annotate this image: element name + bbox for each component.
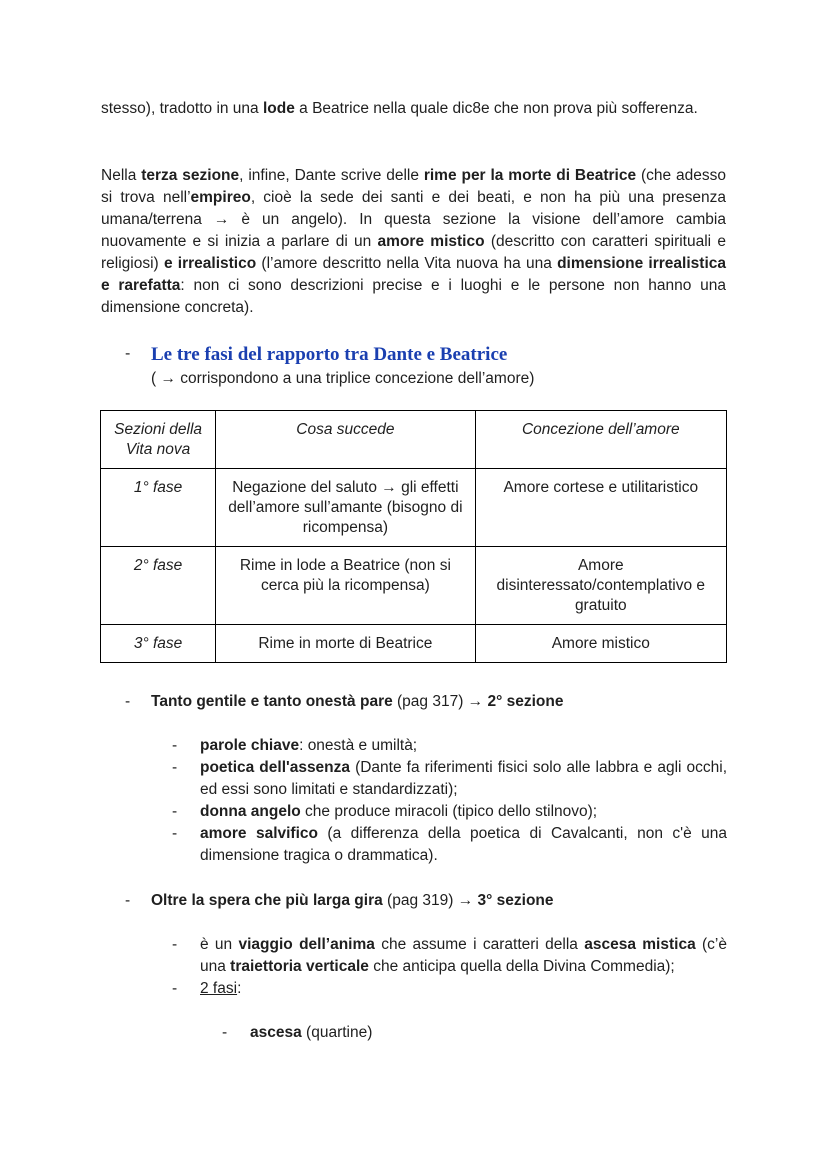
table-cell: 3° fase xyxy=(101,625,216,663)
list-dash: - xyxy=(125,345,131,362)
paragraph-lode xyxy=(101,98,726,120)
poem-title: Oltre la spera che più larga gira xyxy=(151,892,383,909)
text: (c’è una xyxy=(200,936,727,975)
list-dash: - xyxy=(125,892,131,909)
poem-title-line xyxy=(151,890,726,912)
list-item: - parole chiave: onestà e umiltà; xyxy=(172,737,418,754)
paragraph-terza-sezione xyxy=(101,165,726,319)
list-item: - poetica dell'assenza (Dante fa riferimenti fisici solo alle labbra e agli occhi, ed essi sono limitati e standardizzati); xyxy=(172,759,728,798)
text: (che adesso si trova nell’ xyxy=(101,167,726,206)
nested-item-text xyxy=(250,1022,372,1044)
bold-text: parole chiave xyxy=(200,737,300,754)
text: , cioè la sede dei santi e dei beati, e non ha più una presenza umana/terrena → è un angelo). In questa sezione la visione dell’amore cambia nuovamente e si inizia a parlare di un xyxy=(101,189,726,250)
page-ref: (pag 317) → xyxy=(392,693,488,710)
bold-text: rime per la morte di Beatrice xyxy=(423,167,637,184)
bold-text: lode xyxy=(262,100,295,117)
text: è un xyxy=(200,936,239,953)
bold-text: empireo xyxy=(190,189,251,206)
text: (quartine) xyxy=(301,1024,373,1041)
text: : xyxy=(237,980,242,997)
text: : non ci sono descrizioni precise e i luoghi e le persone non hanno una dimensione concreta). xyxy=(101,277,726,316)
text: a Beatrice nella quale dic8e che non prova più sofferenza. xyxy=(294,100,698,117)
poem2-notes-list xyxy=(172,934,727,1000)
list-item: - 2 fasi: xyxy=(172,980,242,997)
list-item: - amore salvifico (a differenza della poetica di Cavalcanti, non c'è una dimensione tragica o drammatica). xyxy=(172,825,728,864)
table-cell: 2° fase xyxy=(101,547,216,625)
bold-text: ascesa mistica xyxy=(584,936,696,953)
table-cell: Rime in lode a Beatrice (non si cerca più la ricompensa) xyxy=(216,547,475,625)
text: che assume i caratteri della xyxy=(374,936,585,953)
bold-text: traiettoria verticale xyxy=(230,958,369,975)
text: (a differenza della poetica di Cavalcanti, non c'è una dimensione tragica o drammatica). xyxy=(200,825,728,864)
bold-text: poetica dell'assenza xyxy=(200,759,351,776)
section-heading xyxy=(101,343,726,367)
table-cell: 1° fase xyxy=(101,469,216,547)
list-item: - è un viaggio dell’anima che assume i caratteri della ascesa mistica (c’è una traiettoria verticale che anticipa quella della Divina Commedia); xyxy=(172,936,727,975)
poem1-notes-list xyxy=(172,735,727,867)
text: (l’amore descritto nella Vita nuova ha una xyxy=(256,255,558,272)
heading-subtitle: ( → corrispondono a una triplice concezione dell’amore) xyxy=(151,370,535,387)
table-cell: Negazione del saluto → gli effetti dell’amore sull’amante (bisogno di ricompensa) xyxy=(216,469,475,547)
list-dash: - xyxy=(125,693,131,710)
table-cell: Amore mistico xyxy=(475,625,726,663)
table-header: Concezione dell’amore xyxy=(475,411,726,469)
table-row xyxy=(101,625,727,663)
table-cell: Rime in morte di Beatrice xyxy=(216,625,475,663)
underlined-text: 2 fasi xyxy=(200,980,238,997)
poem-title-line xyxy=(151,691,726,713)
phases-table xyxy=(100,410,727,663)
section-ref: 3° sezione xyxy=(477,892,554,909)
section-ref: 2° sezione xyxy=(487,693,564,710)
text: che anticipa quella della Divina Commedia); xyxy=(368,958,675,975)
bold-text: e irrealistico xyxy=(163,255,257,272)
bold-text: viaggio dell’anima xyxy=(238,936,375,953)
text: che produce miracoli (tipico dello stilnovo); xyxy=(300,803,598,820)
heading-title: Le tre fasi del rapporto tra Dante e Beatrice xyxy=(151,344,508,365)
text: (descritto con caratteri spirituali e religiosi) xyxy=(101,233,726,272)
bold-text: donna angelo xyxy=(200,803,301,820)
bold-text: amore mistico xyxy=(377,233,485,250)
table-cell: Amore cortese e utilitaristico xyxy=(475,469,726,547)
bold-text: dimensione irrealistica e rarefatta xyxy=(101,255,726,294)
table-row xyxy=(101,547,727,625)
bold-text: amore salvifico xyxy=(200,825,318,842)
table-header: Cosa succede xyxy=(216,411,475,469)
table-row xyxy=(101,469,727,547)
bold-text: ascesa xyxy=(250,1024,302,1041)
list-item: - donna angelo che produce miracoli (tipico dello stilnovo); xyxy=(172,803,598,820)
text: , infine, Dante scrive delle xyxy=(239,167,424,184)
list-dash: - xyxy=(222,1024,228,1041)
table-header: Sezioni della Vita nova xyxy=(101,411,216,469)
table-header-row xyxy=(101,411,727,469)
table-cell: Amore disinteressato/contemplativo e gratuito xyxy=(475,547,726,625)
poem-title: Tanto gentile e tanto onestà pare xyxy=(151,693,393,710)
bold-text: terza sezione xyxy=(141,167,240,184)
text: (Dante fa riferimenti fisici solo alle labbra e agli occhi, ed essi sono limitati e standardizzati); xyxy=(200,759,728,798)
text: : onestà e umiltà; xyxy=(299,737,418,754)
text: Nella xyxy=(101,167,142,184)
page-ref: (pag 319) → xyxy=(382,892,478,909)
text: stesso), tradotto in una xyxy=(101,100,263,117)
